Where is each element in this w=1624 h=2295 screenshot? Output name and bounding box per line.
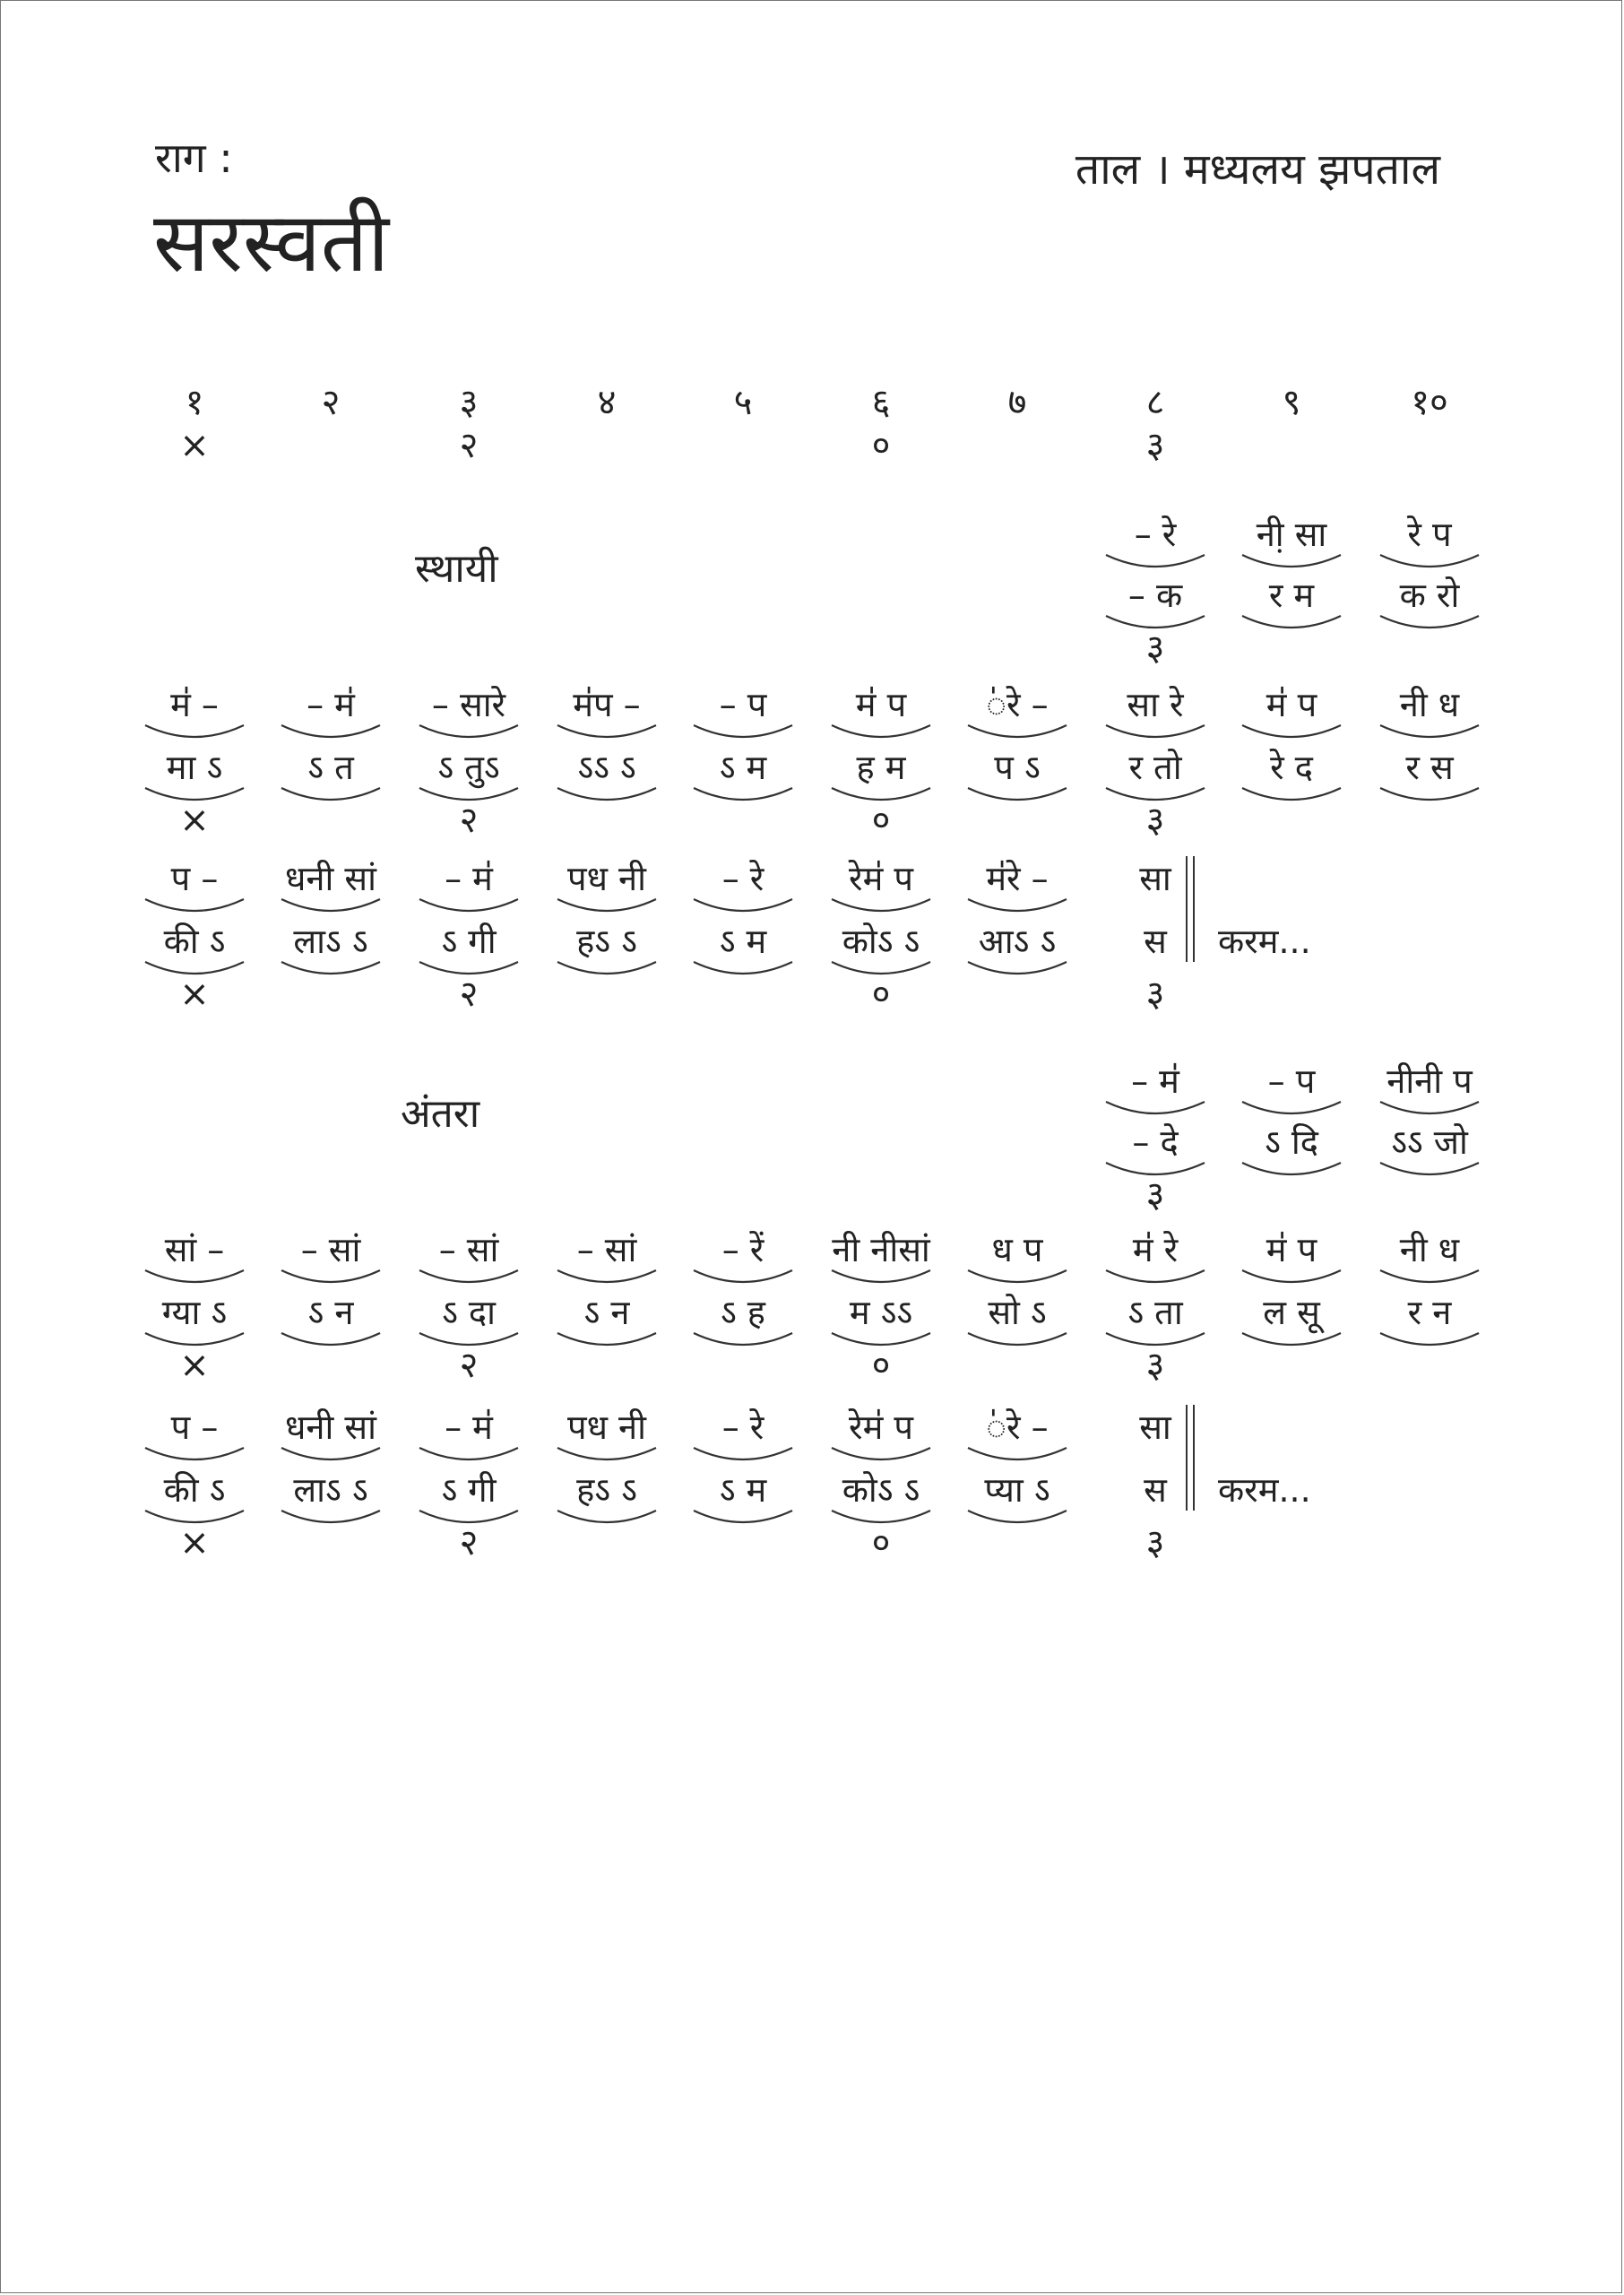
lyric-cell: ऽ ह	[720, 1293, 765, 1332]
slur-arc	[828, 896, 934, 919]
slur-arc	[1377, 1329, 1482, 1353]
slur-arc	[1102, 1098, 1208, 1122]
lyric-cell: की ऽ	[163, 922, 226, 961]
lyric-cell: स	[1144, 922, 1167, 961]
beat-number: १०	[1411, 382, 1448, 423]
lyric-cell: ऽ दि	[1265, 1122, 1318, 1162]
slur-arc	[278, 1444, 384, 1468]
lyric-cell: ऽ ता	[1127, 1293, 1183, 1332]
slur-arc	[554, 784, 660, 808]
slur-arc	[690, 958, 796, 982]
swara-cell: ॑रे –	[986, 1407, 1049, 1447]
lyric-cell: लाऽ ऽ	[293, 922, 368, 961]
slur-arc	[828, 722, 934, 745]
slur-arc	[278, 722, 384, 745]
swara-cell: म॑ प	[855, 685, 907, 724]
slur-arc	[964, 958, 1070, 982]
raag-name: सरस्वती	[153, 195, 390, 290]
swara-cell: ॑रे –	[986, 685, 1049, 724]
slur-arc	[278, 958, 384, 982]
lyric-cell: र तो	[1128, 748, 1182, 787]
swara-cell: धनी सां	[285, 859, 376, 898]
lyric-cell: र स	[1405, 748, 1454, 787]
swara-cell: – सां	[576, 1230, 637, 1269]
swara-cell: रेम॑ प	[849, 859, 913, 898]
slur-arc	[1377, 1267, 1482, 1290]
lyric-cell: मा ऽ	[166, 748, 223, 787]
slur-arc	[1239, 784, 1344, 808]
lyric-cell: – क	[1127, 576, 1183, 615]
lyric-cell: ग्या ऽ	[161, 1293, 228, 1332]
beat-number: ५	[733, 382, 753, 423]
slur-arc	[1377, 1159, 1482, 1182]
slur-arc	[416, 722, 522, 745]
slur-arc	[828, 1267, 934, 1290]
slur-arc	[690, 1329, 796, 1353]
slur-arc	[690, 722, 796, 745]
lyric-cell: ऽ त	[307, 748, 354, 787]
raag-label: राग :	[155, 134, 233, 182]
lyric-cell: ऽ गी	[441, 922, 497, 961]
slur-arc	[1239, 1098, 1344, 1122]
slur-arc	[278, 1267, 384, 1290]
swara-cell: म॑ प	[1266, 685, 1317, 724]
slur-arc	[690, 1444, 796, 1468]
slur-arc	[964, 1329, 1070, 1353]
swara-cell: पध नी	[567, 859, 646, 898]
slur-arc	[554, 1507, 660, 1530]
swara-cell: सा	[1139, 859, 1171, 898]
slur-arc	[1377, 551, 1482, 575]
lyric-cell: की ऽ	[163, 1470, 226, 1510]
swara-cell: नी़ सा	[1256, 515, 1327, 554]
taali-mark: ०	[871, 1345, 891, 1386]
swara-cell: – सारे	[431, 685, 506, 724]
slur-arc	[554, 722, 660, 745]
slur-arc	[964, 784, 1070, 808]
swara-cell: – रे	[721, 859, 764, 898]
lyric-cell: र न	[1407, 1293, 1452, 1332]
swara-cell: सां –	[164, 1230, 225, 1269]
slur-arc	[1239, 612, 1344, 636]
taali-mark: ०	[871, 1522, 891, 1563]
slur-arc	[690, 1267, 796, 1290]
swara-cell: – सां	[438, 1230, 499, 1269]
beat-number: ९	[1282, 382, 1301, 423]
swara-cell: म॑रे –	[986, 859, 1049, 898]
swara-cell: – रे	[1134, 515, 1177, 554]
swara-cell: म॑ –	[170, 685, 219, 724]
double-barline	[1186, 1405, 1195, 1511]
slur-arc	[142, 722, 247, 745]
swara-cell: – प	[1267, 1061, 1316, 1101]
slur-arc	[142, 896, 247, 919]
lyric-cell: रे द	[1270, 748, 1313, 787]
lyric-cell: म ऽऽ	[849, 1293, 913, 1332]
swara-cell: – प	[719, 685, 767, 724]
lyric-cell: कोऽ ऽ	[842, 1470, 920, 1510]
lyric-cell: र म	[1268, 576, 1315, 615]
slur-arc	[828, 1444, 934, 1468]
slur-arc	[278, 896, 384, 919]
slur-arc	[142, 1267, 247, 1290]
slur-arc	[964, 1507, 1070, 1530]
beat-number: २	[321, 382, 341, 423]
lyric-cell: हऽ ऽ	[576, 922, 637, 961]
lyric-cell: ऽऽ जो	[1391, 1122, 1468, 1162]
lyric-cell: ऽ न	[307, 1293, 354, 1332]
taali-mark: ×	[179, 1522, 210, 1563]
swara-cell: म॑ प	[1266, 1230, 1317, 1269]
slur-arc	[964, 1267, 1070, 1290]
slur-arc	[690, 1507, 796, 1530]
taali-mark: ३	[1145, 974, 1165, 1015]
swara-cell: रे प	[1407, 515, 1452, 554]
slur-arc	[1239, 1159, 1344, 1182]
taali-mark: ×	[179, 974, 210, 1015]
taali-mark: ×	[179, 425, 210, 466]
swara-cell: रेम॑ प	[849, 1407, 913, 1447]
lyric-cell: क रो	[1399, 576, 1460, 615]
taali-mark: ०	[871, 974, 891, 1015]
slur-arc	[278, 784, 384, 808]
continuation-text: करम...	[1218, 1470, 1311, 1510]
swara-cell: सा रे	[1127, 685, 1184, 724]
swara-cell: म॑प –	[573, 685, 641, 724]
beat-number: ७	[1007, 382, 1027, 423]
swara-cell: प –	[170, 1407, 219, 1447]
lyric-cell: लाऽ ऽ	[293, 1470, 368, 1510]
swara-cell: – म॑	[307, 685, 355, 724]
lyric-cell: आऽ ऽ	[978, 922, 1057, 961]
slur-arc	[1102, 722, 1208, 745]
continuation-text: करम...	[1218, 922, 1311, 961]
swara-cell: – म॑	[445, 1407, 493, 1447]
lyric-cell: ऽ दा	[442, 1293, 496, 1332]
lyric-cell: स	[1144, 1470, 1167, 1510]
lyric-cell: ऽ म	[719, 1470, 767, 1510]
lyric-cell: – दे	[1132, 1122, 1179, 1162]
taali-mark: ३	[1145, 425, 1165, 466]
swara-cell: ध प	[991, 1230, 1043, 1269]
taali-mark: २	[459, 974, 479, 1015]
slur-arc	[416, 1267, 522, 1290]
slur-arc	[278, 1507, 384, 1530]
slur-arc	[1102, 1267, 1208, 1290]
slur-arc	[690, 784, 796, 808]
taali-mark: ३	[1145, 1174, 1165, 1216]
slur-arc	[1102, 551, 1208, 575]
swara-cell: – रे	[721, 1407, 764, 1447]
slur-arc	[278, 1329, 384, 1353]
lyric-cell: ऽ म	[719, 748, 767, 787]
slur-arc	[964, 722, 1070, 745]
lyric-cell: ऽऽ ऽ	[577, 748, 636, 787]
lyric-cell: ऽ तुऽ	[437, 748, 500, 787]
slur-arc	[554, 1444, 660, 1468]
taali-mark: २	[459, 1345, 479, 1386]
beat-number: ८	[1145, 382, 1165, 423]
swara-cell: – म॑	[1131, 1061, 1179, 1101]
lyric-cell: प ऽ	[994, 748, 1041, 787]
swara-cell: नी ध	[1399, 1230, 1460, 1269]
slur-arc	[1239, 1329, 1344, 1353]
swara-cell: पध नी	[567, 1407, 646, 1447]
swara-cell: नी नीसां	[832, 1230, 930, 1269]
section-label: अंतरा	[401, 1091, 480, 1137]
taali-mark: ३	[1145, 1345, 1165, 1386]
taali-mark: ३	[1145, 628, 1165, 669]
swara-cell: – रें	[721, 1230, 764, 1269]
beat-number: १	[185, 382, 204, 423]
taali-mark: २	[459, 1522, 479, 1563]
swara-cell: – सां	[300, 1230, 361, 1269]
slur-arc	[1377, 1098, 1482, 1122]
beat-number: ३	[459, 382, 479, 423]
slur-arc	[142, 1444, 247, 1468]
slur-arc	[690, 896, 796, 919]
taali-mark: ×	[179, 800, 210, 841]
slur-arc	[1239, 1267, 1344, 1290]
slur-arc	[554, 896, 660, 919]
swara-cell: म॑ रे	[1132, 1230, 1179, 1269]
taali-mark: २	[459, 800, 479, 841]
taali-mark: ०	[871, 425, 891, 466]
taali-mark: ०	[871, 800, 891, 841]
swara-cell: नी ध	[1399, 685, 1460, 724]
slur-arc	[964, 896, 1070, 919]
taali-mark: ×	[179, 1345, 210, 1386]
lyric-cell: कोऽ ऽ	[842, 922, 920, 961]
slur-arc	[1239, 722, 1344, 745]
swara-cell: प –	[170, 859, 219, 898]
slur-arc	[554, 958, 660, 982]
lyric-cell: सो ऽ	[988, 1293, 1047, 1332]
slur-arc	[1377, 784, 1482, 808]
lyric-cell: प्या ऽ	[984, 1470, 1050, 1510]
beat-number: ४	[597, 382, 617, 423]
taali-mark: ३	[1145, 800, 1165, 841]
lyric-cell: ऽ गी	[441, 1470, 497, 1510]
swara-cell: नीनी प	[1386, 1061, 1473, 1101]
slur-arc	[554, 1267, 660, 1290]
double-barline	[1186, 856, 1195, 962]
lyric-cell: ल सू	[1263, 1293, 1320, 1332]
slur-arc	[1377, 722, 1482, 745]
taali-mark: ३	[1145, 1522, 1165, 1563]
lyric-cell: ऽ न	[583, 1293, 630, 1332]
lyric-cell: हऽ ऽ	[576, 1470, 637, 1510]
taal-label: ताल । मध्यलय झपताल	[1075, 144, 1440, 195]
slur-arc	[416, 896, 522, 919]
swara-cell: सा	[1139, 1407, 1171, 1447]
swara-cell: धनी सां	[285, 1407, 376, 1447]
lyric-cell: ह म	[856, 748, 906, 787]
swara-cell: – म॑	[445, 859, 493, 898]
lyric-cell: ऽ म	[719, 922, 767, 961]
beat-number: ६	[871, 382, 891, 423]
taali-mark: २	[459, 425, 479, 466]
slur-arc	[1239, 551, 1344, 575]
slur-arc	[554, 1329, 660, 1353]
slur-arc	[1377, 612, 1482, 636]
slur-arc	[416, 1444, 522, 1468]
section-label: स्थायी	[415, 546, 498, 592]
slur-arc	[964, 1444, 1070, 1468]
